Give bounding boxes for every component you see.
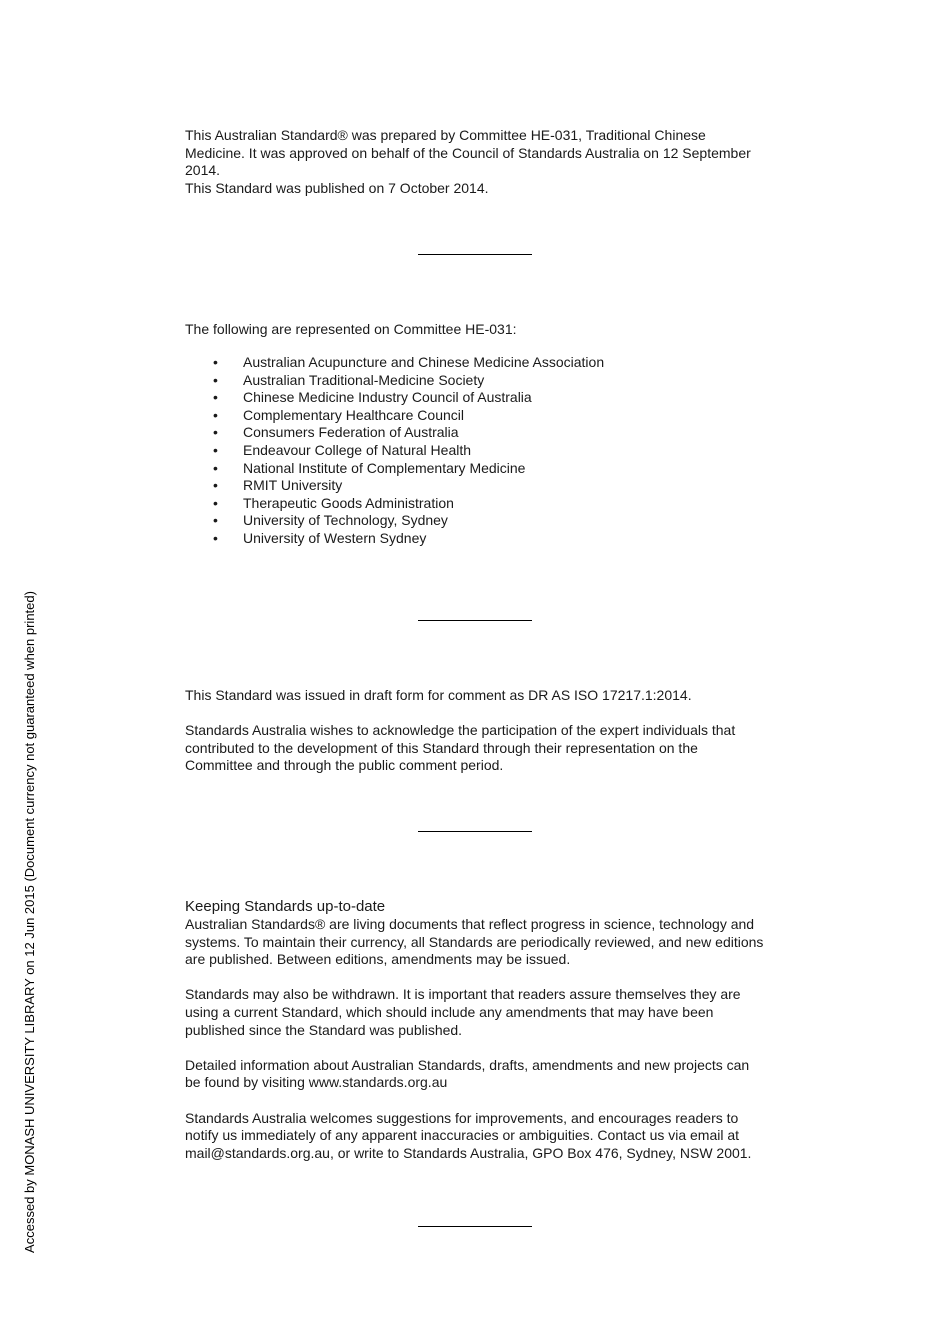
paragraph-line: Detailed information about Australian Standards, drafts, amendments and new projects can: [185, 1056, 750, 1073]
section-divider: [418, 831, 532, 832]
draft-statement: This Standard was issued in draft form for comment as DR AS ISO 17217.1:2014.: [185, 687, 692, 703]
list-item: • Chinese Medicine Industry Council of Australia: [185, 389, 604, 407]
list-item: • Therapeutic Goods Administration: [185, 495, 604, 513]
acknowledgement-line: contributed to the development of this Standard through their representation on the: [185, 739, 698, 756]
paragraph-line: [185, 1074, 770, 1092]
list-item: • University of Technology, Sydney: [185, 512, 604, 530]
committee-member-list: [185, 354, 604, 548]
keeping-standards-section: [185, 898, 770, 1162]
acknowledgement-line: Standards Australia wishes to acknowledge the participation of the expert individuals that: [185, 722, 736, 739]
website-link[interactable]: www.standards.org.au: [308, 1074, 448, 1091]
paragraph-line: notify us immediately of any apparent inaccuracies or ambiguities. Contact us via email at: [185, 1127, 740, 1144]
prep-line: Medicine. It was approved on behalf of the Council of Standards Australia on 12 September: [185, 144, 751, 161]
section-divider: [418, 254, 532, 255]
list-item: • Consumers Federation of Australia: [185, 424, 604, 442]
committee-intro-text: The following are represented on Committee HE-031:: [185, 321, 517, 337]
list-item: • National Institute of Complementary Medicine: [185, 460, 604, 478]
draft-section: [185, 687, 770, 775]
prep-line: 2014.: [185, 162, 221, 179]
paragraph-line: Standards Australia welcomes suggestions for improvements, and encourages readers to: [185, 1109, 739, 1126]
paragraph-text: , or write to Standards Australia, GPO Box 476, Sydney, NSW 2001.: [329, 1144, 752, 1161]
email-link[interactable]: mail@standards.org.au: [185, 1144, 330, 1161]
publication-date-line: This Standard was published on 7 October 2014.: [185, 179, 489, 196]
committee-intro: [185, 321, 770, 339]
paragraph-line: published since the Standard was published.: [185, 1021, 463, 1038]
preparation-statement: [185, 127, 770, 197]
list-item: • RMIT University: [185, 477, 604, 495]
prep-line: This Australian Standard® was prepared by Committee HE-031, Traditional Chinese: [185, 127, 706, 143]
list-item: • Complementary Healthcare Council: [185, 407, 604, 425]
list-item: • Australian Traditional-Medicine Society: [185, 372, 604, 390]
list-item: • University of Western Sydney: [185, 530, 604, 548]
paragraph-line: Australian Standards® are living documents that reflect progress in science, technology and: [185, 916, 755, 932]
paragraph-line: [185, 1145, 770, 1163]
paragraph-line: systems. To maintain their currency, all Standards are periodically reviewed, and new editions: [185, 933, 764, 950]
paragraph-line: using a current Standard, which should include any amendments that may have been: [185, 1003, 714, 1020]
section-heading: Keeping Standards up-to-date: [185, 898, 386, 915]
section-divider: [418, 620, 532, 621]
paragraph-text: be found by visiting: [185, 1074, 309, 1091]
paragraph-line: Standards may also be withdrawn. It is important that readers assure themselves they are: [185, 986, 741, 1003]
section-divider: [418, 1226, 532, 1227]
paragraph-line: are published. Between editions, amendments may be issued.: [185, 951, 571, 968]
acknowledgement-line: Committee and through the public comment period.: [185, 757, 504, 774]
list-item: • Australian Acupuncture and Chinese Medicine Association: [185, 354, 604, 372]
access-watermark: Accessed by MONASH UNIVERSITY LIBRARY on 12 Jun 2015 (Document currency not guaranteed when printed): [22, 591, 38, 1253]
list-item: • Endeavour College of Natural Health: [185, 442, 604, 460]
